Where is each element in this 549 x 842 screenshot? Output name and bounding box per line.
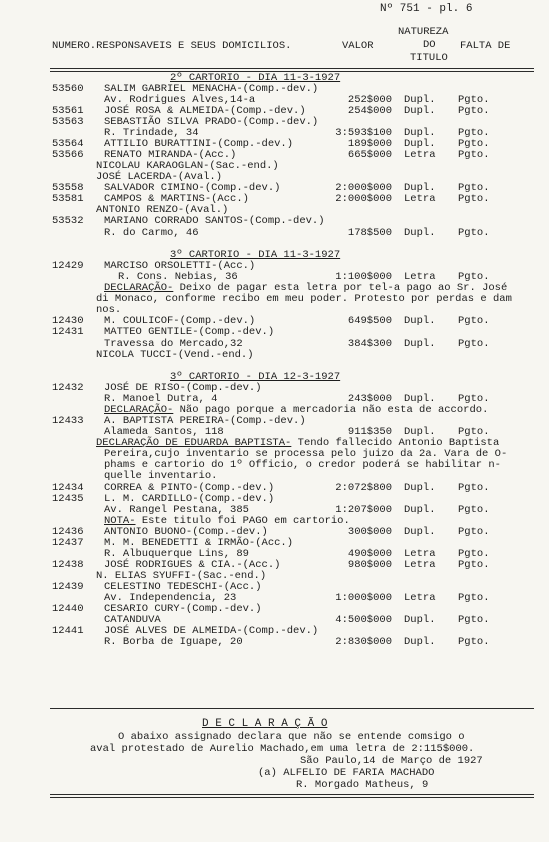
entry-text: SALIM GABRIEL MENACHA-(Comp.-dev.) — [104, 83, 319, 95]
entry-text: CAMPOS & MARTINS-(Acc.) — [104, 193, 249, 205]
entry-value: 4:500$000 — [335, 614, 392, 626]
entry-text: CORREA & PINTO-(Comp.-dev.) — [104, 482, 275, 494]
entry-value: 3:593$100 — [335, 127, 392, 139]
entry-number: 12432 — [52, 382, 84, 394]
declaration-rule-bottom-1 — [50, 794, 534, 795]
entry-value: 2:000$000 — [335, 193, 392, 205]
entry-text: Pereira,cujo inventario se processa pelo juizo da 2a. Vara de O- — [104, 448, 508, 460]
declaration-title: D E C L A R A Ç Ã O — [202, 718, 328, 730]
entry-title-type: Dupl. — [404, 94, 436, 106]
cartorio-heading: 2º CARTORIO - DIA 11-3-1927 — [170, 72, 341, 84]
entry-title-type: Dupl. — [404, 482, 436, 494]
entry-text: Não pago porque a mercadoria não esta de accordo. — [173, 404, 489, 416]
entry-title-type: Dupl. — [404, 526, 436, 538]
entry-title-type: Letra — [404, 193, 436, 205]
entry-number: 53566 — [52, 149, 84, 161]
entry-value: 490$000 — [347, 548, 392, 560]
entry-reason: Pgto. — [458, 149, 490, 161]
entry-text: ANTONIO RENZO-(Aval.) — [96, 204, 229, 216]
entry-text: SALVADOR CIMINO-(Comp.-dev.) — [104, 182, 281, 194]
entry-text: Alameda Santos, 118 — [104, 426, 224, 438]
declaration-line-1: O abaixo assignado declara que não se entende comsigo o — [118, 731, 465, 743]
entry-title-type: Dupl. — [404, 393, 436, 405]
cartorio-heading: 3º CARTORIO - DIA 12-3-1927 — [170, 371, 341, 383]
entry-reason: Pgto. — [458, 338, 490, 350]
entry-number: 12438 — [52, 559, 84, 571]
entry-reason: Pgto. — [458, 636, 490, 648]
entry-number: 12437 — [52, 537, 84, 549]
entry-number: 53558 — [52, 182, 84, 194]
entry-reason: Pgto. — [458, 592, 490, 604]
entry-value: 2:000$000 — [335, 182, 392, 194]
entry-value: 189$000 — [347, 138, 392, 150]
entry-title-type: Dupl. — [404, 138, 436, 150]
entry-text: di Monaco, conforme recibo em meu poder. Protesto por perdas e dam — [96, 293, 512, 305]
entry-reason: Pgto. — [458, 127, 490, 139]
entry-text: Travessa do Mercado,32 — [104, 338, 243, 350]
entry-text: JOSÉ LACERDA-(Aval.) — [96, 171, 223, 183]
entry-reason: Pgto. — [458, 315, 490, 327]
entry-number: 12435 — [52, 493, 84, 505]
entry-number: 53564 — [52, 138, 84, 150]
entry-text: MARIANO CORRADO SANTOS-(Comp.-dev.) — [104, 215, 325, 227]
declaration-address: R. Morgado Matheus, 9 — [296, 779, 429, 791]
header-col-falta: FALTA DE — [460, 40, 511, 52]
cartorio-heading: 3º CARTORIO - DIA 11-3-1927 — [170, 249, 341, 261]
entry-value: 2:072$800 — [335, 482, 392, 494]
entry-text: CELESTINO TEDESCHI-(Acc.) — [104, 581, 262, 593]
entry-number: 53581 — [52, 193, 84, 205]
entry-title-type: Dupl. — [404, 614, 436, 626]
entry-reason: Pgto. — [458, 504, 490, 516]
entry-text: CATANDUVA — [104, 614, 161, 626]
entry-text: ANTONIO BUONO-(Comp.-dev.) — [104, 526, 268, 538]
header-col-valor: VALOR — [342, 40, 374, 52]
entry-value: 1:207$000 — [335, 504, 392, 516]
entry-number: 53560 — [52, 83, 84, 95]
entry-value: 300$000 — [347, 526, 392, 538]
entry-value: 649$500 — [347, 315, 392, 327]
entry-text: R. do Carmo, 46 — [104, 227, 199, 239]
entry-value: 254$000 — [347, 105, 392, 117]
entry-text: R. Trindade, 34 — [104, 127, 199, 139]
entry-text: M. M. BENEDETTI & IRMÃO-(Acc.) — [104, 537, 294, 549]
entry-text: L. M. CARDILLO-(Comp.-dev.) — [104, 493, 275, 505]
entry-reason: Pgto. — [458, 94, 490, 106]
declaration-line-2: aval protestado de Aurelio Machado,em uma letra de 2:115$000. — [90, 743, 475, 755]
entry-value: 243$000 — [347, 393, 392, 405]
entry-text: R. Albuquerque Lins, 89 — [104, 548, 249, 560]
entry-reason: Pgto. — [458, 559, 490, 571]
entry-title-type: Letra — [404, 548, 436, 560]
entry-title-type: Dupl. — [404, 426, 436, 438]
entry-reason: Pgto. — [458, 182, 490, 194]
declaration-label: DECLARAÇÃO- — [104, 282, 174, 294]
entry-text: A. BAPTISTA PEREIRA-(Comp.-dev.) — [104, 415, 306, 427]
entry-number: 12439 — [52, 581, 84, 593]
entry-title-type: Dupl. — [404, 504, 436, 516]
entry-text: N. ELIAS SYUFFI-(Sac.-end.) — [96, 570, 267, 582]
entry-text: Tendo fallecido Antonio Baptista — [291, 437, 500, 449]
declaration-place-date: São Paulo,14 de Março de 1927 — [300, 755, 483, 767]
entry-title-type: Dupl. — [404, 315, 436, 327]
entry-reason: Pgto. — [458, 526, 490, 538]
entry-number: 12433 — [52, 415, 84, 427]
entry-text: SEBASTIÃO SILVA PRADO-(Comp.-dev.) — [104, 116, 319, 128]
entry-title-type: Letra — [404, 559, 436, 571]
entry-title-type: Letra — [404, 592, 436, 604]
entry-reason: Pgto. — [458, 482, 490, 494]
entry-text: nos. — [96, 304, 122, 316]
entry-text: CESARIO CURY-(Comp.-dev.) — [104, 603, 262, 615]
entry-text: MARCISO ORSOLETTI-(Acc.) — [104, 260, 256, 272]
entry-text: JOSÉ RODRIGUES & CIA.-(Acc.) — [104, 559, 281, 571]
header-col-numero: NUMERO.RESPONSAVEIS E SEUS DOMICILIOS. — [52, 40, 292, 52]
header-col-natureza-titulo: TITULO — [410, 52, 448, 64]
declaration-rule-top — [50, 708, 534, 709]
entry-text: JOSÉ DE RISO-(Comp.-dev.) — [104, 382, 262, 394]
entry-number: 53532 — [52, 215, 84, 227]
entry-number: 12441 — [52, 625, 84, 637]
entry-title-type: Dupl. — [404, 338, 436, 350]
entry-value: 2:830$000 — [335, 636, 392, 648]
entry-value: 252$000 — [347, 94, 392, 106]
entry-text: M. COULICOF-(Comp.-dev.) — [104, 315, 256, 327]
entry-number: 12429 — [52, 260, 84, 272]
declaration-rule-bottom-2 — [50, 797, 534, 798]
entry-text: JOSÉ ALVES DE ALMEIDA-(Comp.-dev.) — [104, 625, 319, 637]
entry-value: 1:000$000 — [335, 592, 392, 604]
entry-number: 12440 — [52, 603, 84, 615]
header-rule-top — [50, 68, 534, 69]
entry-text: Este titulo foi PAGO em cartorio. — [135, 515, 350, 527]
entry-text: NICOLA TUCCI-(Vend.-end.) — [96, 349, 254, 361]
entry-reason: Pgto. — [458, 548, 490, 560]
entry-title-type: Letra — [404, 271, 436, 283]
entry-reason: Pgto. — [458, 426, 490, 438]
declaration-signature: (a) ALFELIO DE FARIA MACHADO — [258, 767, 435, 779]
entry-number: 53561 — [52, 105, 84, 117]
header-col-natureza: NATUREZA — [398, 26, 449, 38]
entry-title-type: Dupl. — [404, 105, 436, 117]
entry-title-type: Letra — [404, 149, 436, 161]
entry-text: quelle inventario. — [104, 470, 218, 482]
entry-reason: Pgto. — [458, 614, 490, 626]
entry-title-type: Dupl. — [404, 636, 436, 648]
entry-reason: Pgto. — [458, 393, 490, 405]
entry-text: Av. Rodrigues Alves,14-a — [104, 94, 256, 106]
entry-text: JOSÉ ROSA & ALMEIDA-(Comp.-dev.) — [104, 105, 306, 117]
entry-text: phams e cartorio do 1º Officio, o credor poderá se habilitar n- — [104, 459, 501, 471]
entry-number: 12431 — [52, 326, 84, 338]
entry-reason: Pgto. — [458, 227, 490, 239]
entry-reason: Pgto. — [458, 138, 490, 150]
page-number: Nº 751 - pl. 6 — [380, 3, 473, 15]
entry-number: 12434 — [52, 482, 84, 494]
entry-text: R. Cons. Nebias, 36 — [118, 271, 238, 283]
entry-title-type: Dupl. — [404, 227, 436, 239]
entry-value: 384$300 — [347, 338, 392, 350]
entry-text: ATTILIO BURATTINI-(Comp.-dev.) — [104, 138, 294, 150]
header-col-natureza-do: DO — [423, 39, 436, 51]
entry-value: 178$500 — [347, 227, 392, 239]
entry-number: 53563 — [52, 116, 84, 128]
entry-reason: Pgto. — [458, 271, 490, 283]
declaration-label: DECLARAÇÃO DE EDUARDA BAPTISTA- — [96, 437, 292, 449]
entry-value: 911$350 — [347, 426, 392, 438]
entry-text: RENATO MIRANDA-(Acc.) — [104, 149, 237, 161]
entry-text: Deixo de pagar esta letra por tel-a pago ao Sr. José — [173, 282, 508, 294]
entry-text: R. Borba de Iguape, 20 — [104, 636, 243, 648]
entry-number: 12436 — [52, 526, 84, 538]
declaration-label: DECLARAÇÃO- — [104, 404, 174, 416]
entry-reason: Pgto. — [458, 105, 490, 117]
entry-text: MATTEO GENTILE-(Comp.-dev.) — [104, 326, 275, 338]
entry-title-type: Dupl. — [404, 182, 436, 194]
entry-text: Av. Independencia, 23 — [104, 592, 237, 604]
entry-text: R. Manoel Dutra, 4 — [104, 393, 218, 405]
entry-title-type: Dupl. — [404, 127, 436, 139]
entry-value: 980$000 — [347, 559, 392, 571]
entry-value: 1:100$000 — [335, 271, 392, 283]
entry-text: NICOLAU KARAOGLAN-(Sac.-end.) — [96, 160, 279, 172]
entry-value: 665$000 — [347, 149, 392, 161]
entry-reason: Pgto. — [458, 193, 490, 205]
declaration-label: NOTA- — [104, 515, 136, 527]
entry-text: Av. Rangel Pestana, 385 — [104, 504, 249, 516]
entry-number: 12430 — [52, 315, 84, 327]
